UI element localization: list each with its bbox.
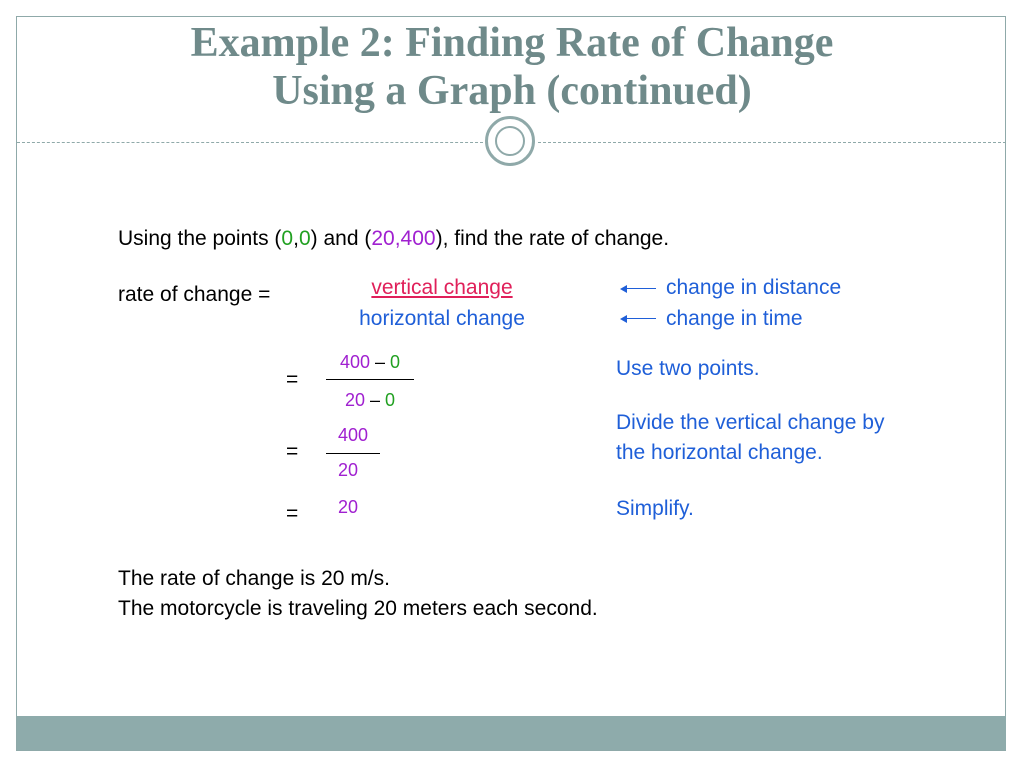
intro-comma2: , xyxy=(394,227,401,250)
point1-y: 0 xyxy=(298,227,311,250)
rate-of-change-label: rate of change = xyxy=(118,283,271,306)
formula-denominator: horizontal change xyxy=(359,307,525,330)
step1-denominator: 20 – 0 xyxy=(344,390,396,410)
point1-x: 0 xyxy=(281,227,294,250)
step3-note: Simplify. xyxy=(616,497,694,520)
note-change-in-time: change in time xyxy=(666,307,803,330)
step3-equals: = xyxy=(286,502,299,525)
divider-ring-inner xyxy=(495,126,525,156)
intro-mid: ) and ( xyxy=(310,227,372,250)
intro-sentence xyxy=(118,227,669,251)
step1-equals: = xyxy=(286,368,299,391)
step2-fraction-bar xyxy=(326,453,380,454)
point2-y: 400 xyxy=(400,227,436,250)
step1-fraction-bar xyxy=(326,379,414,380)
note-change-in-distance: change in distance xyxy=(666,276,842,299)
left-arrow-icon xyxy=(620,283,656,295)
formula-numerator: vertical change xyxy=(371,276,513,299)
slide-title-line1: Example 2: Finding Rate of Change xyxy=(190,20,834,66)
left-arrow-icon xyxy=(620,313,656,325)
conclusion-line2: The motorcycle is traveling 20 meters each second. xyxy=(118,597,598,620)
step3-result: 20 xyxy=(337,497,359,517)
point2-x: 20 xyxy=(371,227,395,250)
step1-note: Use two points. xyxy=(616,357,760,380)
intro-comma1: , xyxy=(293,227,299,250)
footer-accent-bar xyxy=(17,716,1006,750)
divider-ring-ornament xyxy=(485,116,535,166)
title-divider-right xyxy=(538,142,1006,143)
intro-prefix: Using the points ( xyxy=(118,227,282,250)
step2-denominator: 20 xyxy=(337,460,359,480)
step2-numerator: 400 xyxy=(337,425,369,445)
step2-note-line2: the horizontal change. xyxy=(616,441,823,464)
intro-suffix: ), find the rate of change. xyxy=(435,227,670,250)
title-divider-left xyxy=(17,142,483,143)
step1-numerator: 400 – 0 xyxy=(339,352,401,372)
step2-equals: = xyxy=(286,440,299,463)
slide-title-line2: Using a Graph (continued) xyxy=(272,68,752,114)
conclusion-line1: The rate of change is 20 m/s. xyxy=(118,567,390,590)
step2-note-line1: Divide the vertical change by xyxy=(616,411,885,434)
